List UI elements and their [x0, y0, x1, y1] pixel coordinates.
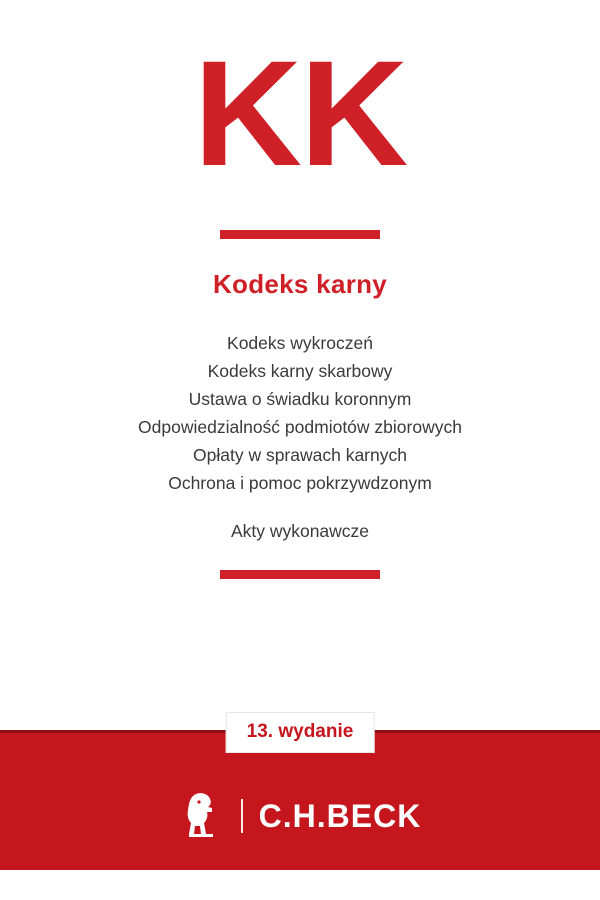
- contents-list: [138, 330, 462, 496]
- logo-separator: [241, 799, 243, 833]
- list-item: Opłaty w sprawach karnych: [193, 445, 407, 465]
- cover-subtitle: Kodeks karny: [212, 269, 388, 299]
- executive-acts-label: Akty wykonawcze: [230, 521, 370, 541]
- page-title: KK: [193, 29, 407, 197]
- list-item: Kodeks karny skarbowy: [207, 361, 393, 381]
- list-item: Ustawa o świadku koronnym: [188, 389, 412, 409]
- cover-footer-strip: [0, 870, 600, 900]
- status-badge: 13. wydanie: [226, 712, 375, 753]
- list-item: Ochrona i pomoc pokrzywdzonym: [168, 473, 432, 493]
- publisher-block: [0, 790, 600, 842]
- publisher-name: C.H.BECK: [258, 797, 422, 834]
- divider-bottom: [220, 570, 380, 579]
- divider-top: [220, 230, 380, 239]
- list-item: Odpowiedzialność podmiotów zbiorowych: [138, 417, 462, 437]
- beck-lion-icon: [179, 790, 225, 842]
- list-item: Kodeks wykroczeń: [227, 333, 373, 353]
